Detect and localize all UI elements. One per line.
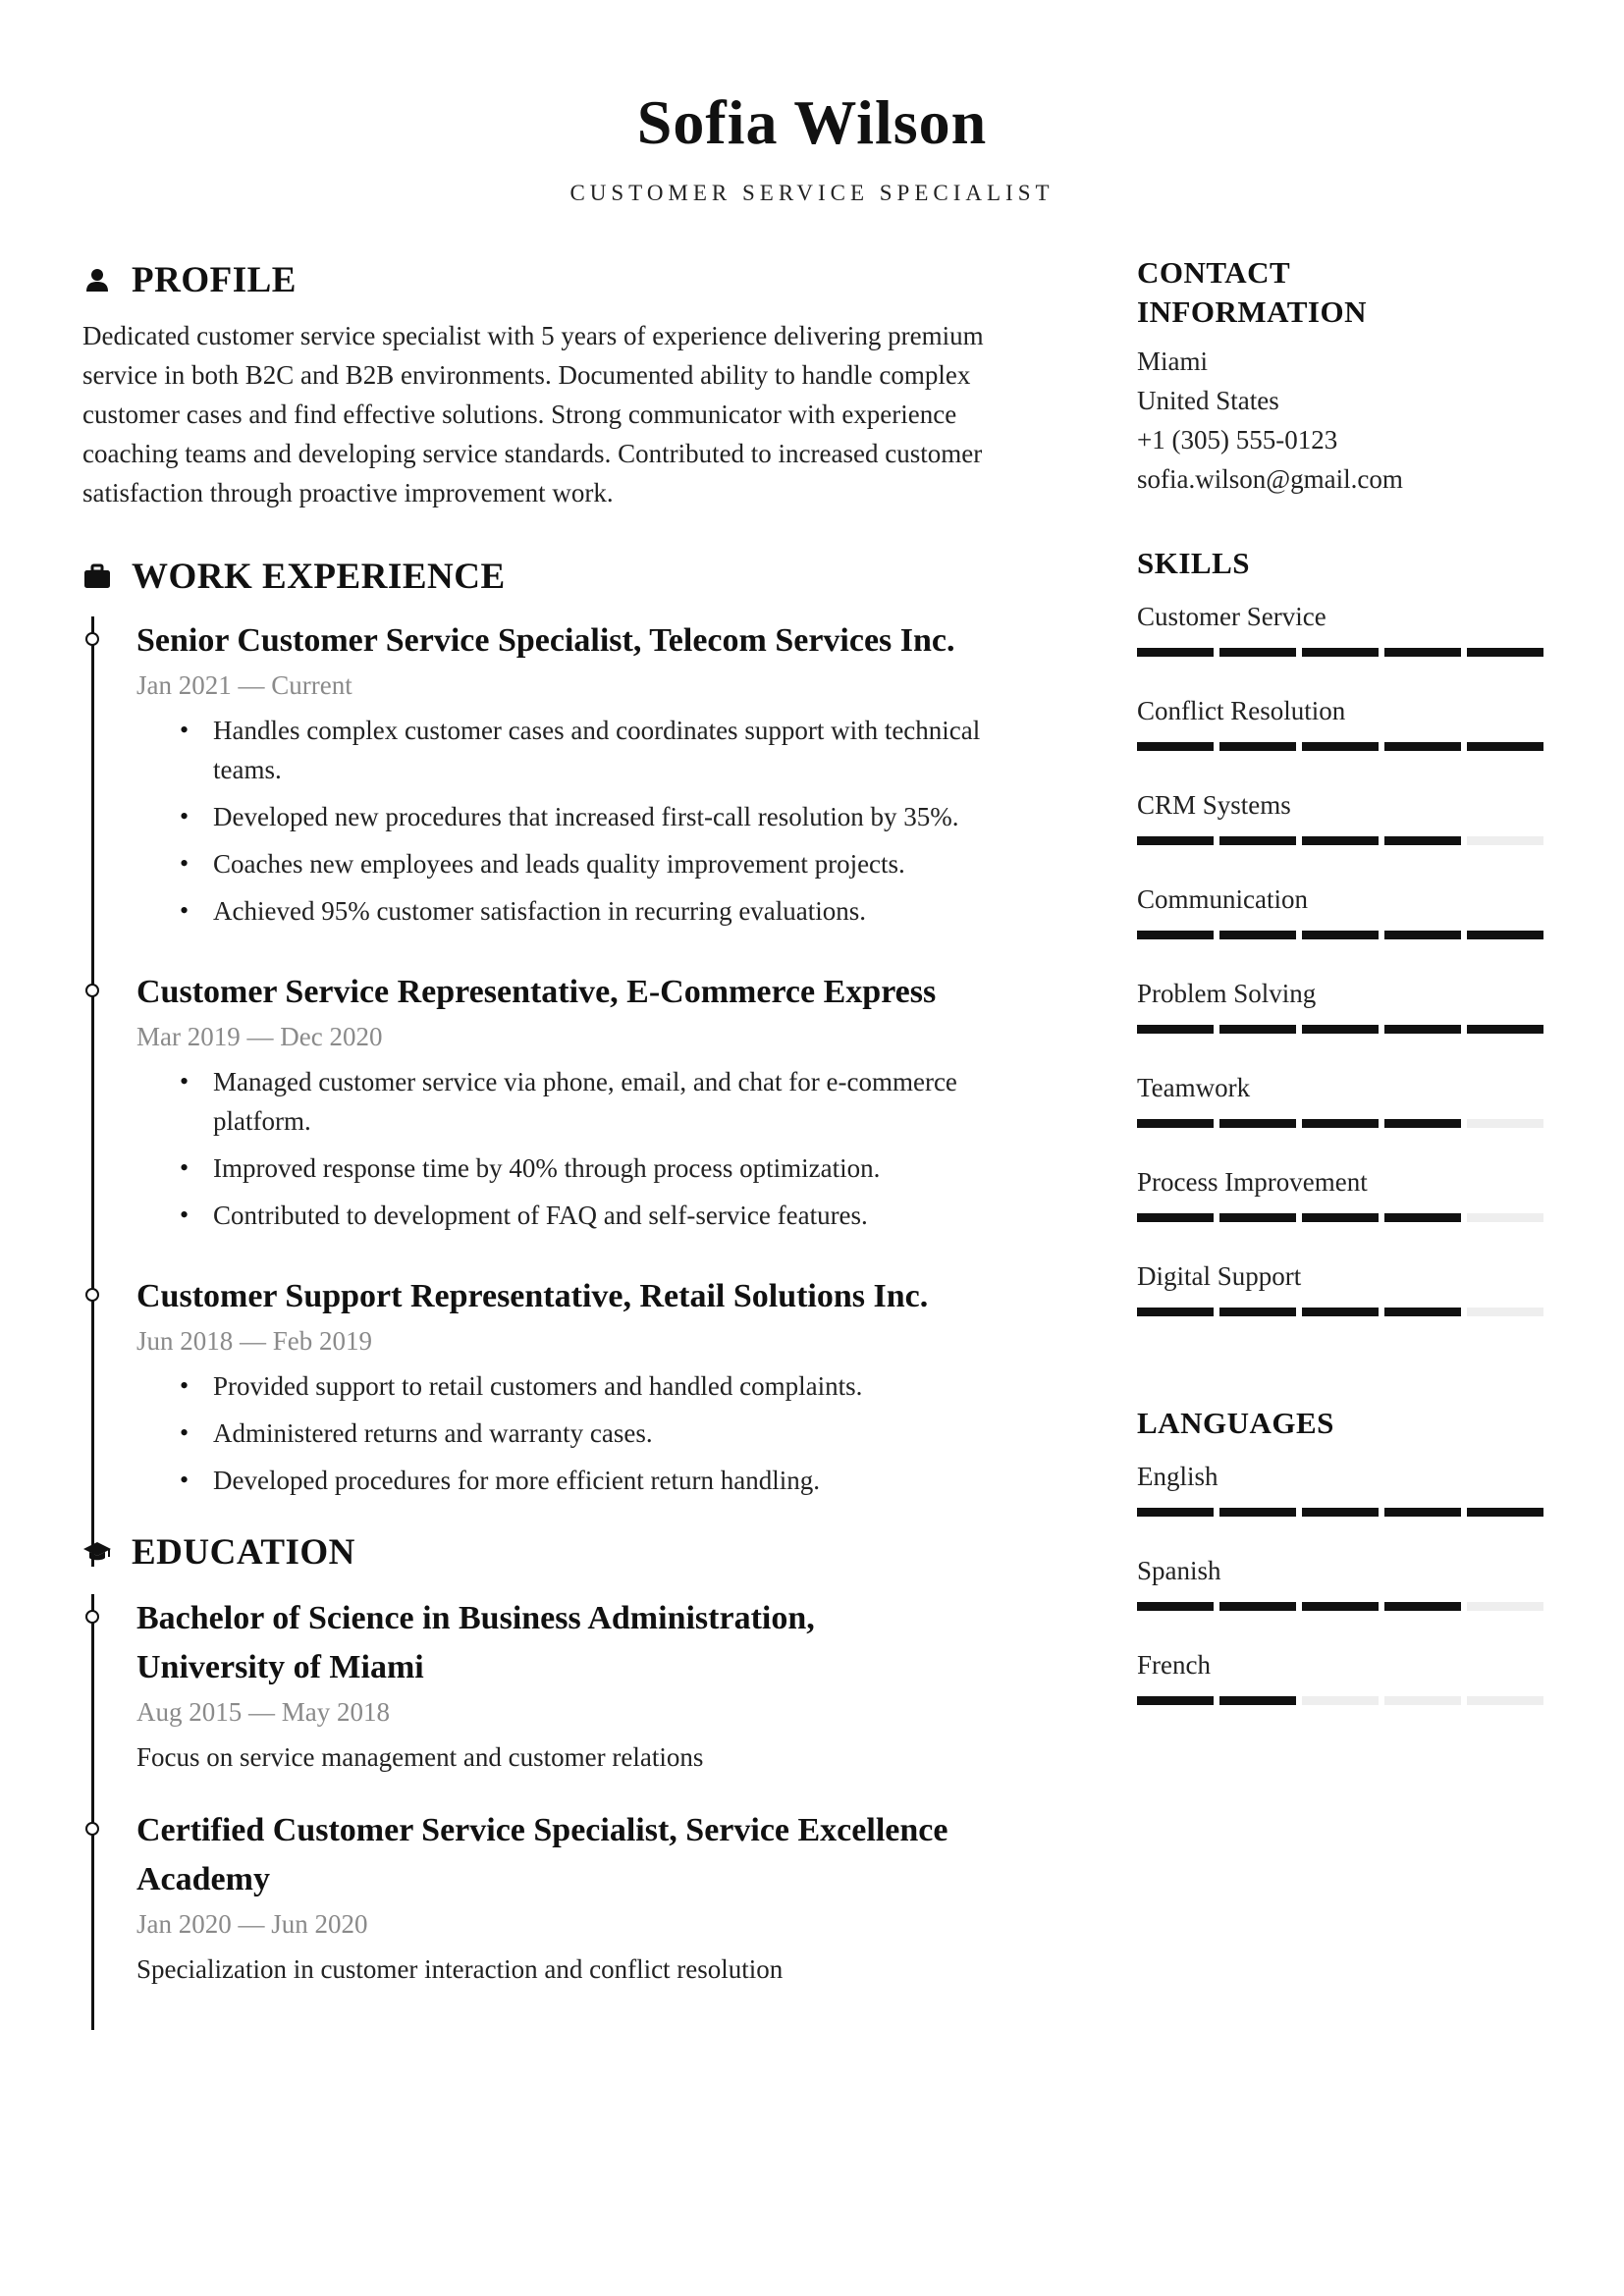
timeline-dot [85, 1822, 99, 1836]
timeline-dot [85, 1288, 99, 1302]
skill-rating-segment [1219, 1213, 1296, 1222]
degree-description: Specialization in customer interaction and conflict resolution [136, 1954, 784, 1984]
skill-rating-segment [1467, 742, 1543, 751]
education-entry [136, 1594, 1040, 1777]
skill-rating-segment [1219, 648, 1296, 657]
language-rating-segment [1302, 1508, 1379, 1517]
skills-list [1137, 597, 1549, 1351]
skill-item [1137, 691, 1549, 785]
skill-rating-bar [1137, 836, 1549, 845]
job-title: Senior Customer Service Specialist, Telecom Services Inc. [136, 622, 955, 659]
timeline-dot [85, 984, 99, 997]
degree-title-line1: Bachelor of Science in Business Administration, [136, 1600, 815, 1636]
job-bullets [136, 1366, 1040, 1500]
list-item: • Provided support to retail customers and handled complaints. [136, 1366, 1040, 1406]
education-timeline [82, 1594, 1040, 1989]
skill-item [1137, 974, 1549, 1068]
skill-rating-segment [1302, 1119, 1379, 1128]
job-date: Jan 2021 — Current [136, 670, 352, 700]
contact-city: Miami [1137, 347, 1208, 376]
job-date: Mar 2019 — Dec 2020 [136, 1022, 383, 1051]
skill-rating-segment [1384, 648, 1461, 657]
skills-heading: SKILLS [1137, 546, 1251, 580]
timeline-dot [85, 1610, 99, 1624]
skill-rating-segment [1384, 742, 1461, 751]
timeline-dot [85, 632, 99, 646]
job-title: Customer Service Representative, E-Commerce Express [136, 974, 937, 1010]
skill-rating-segment [1137, 1025, 1214, 1034]
skill-name: Conflict Resolution [1137, 696, 1346, 725]
profile-heading [82, 257, 1040, 302]
skill-rating-segment [1137, 742, 1214, 751]
language-name: French [1137, 1650, 1211, 1680]
skill-name: Teamwork [1137, 1073, 1251, 1102]
skill-rating-segment [1137, 931, 1214, 939]
language-rating-segment [1137, 1696, 1214, 1705]
timeline-line [91, 1594, 94, 2030]
skill-rating-segment [1384, 1308, 1461, 1316]
job-bullets [136, 1062, 1040, 1235]
profile-summary: Dedicated customer service specialist with 5 years of experience delivering premium service in both B2C and B2B environments. Documented ability to handle complex customer cases and find effective solutions. Strong communicator with experience coaching teams and developing service standards. Contributed to increased customer satisfaction through proactive improvement work. [82, 321, 984, 507]
language-rating-segment [1219, 1602, 1296, 1611]
skill-name: CRM Systems [1137, 790, 1291, 820]
skill-rating-bar [1137, 1213, 1549, 1222]
skill-rating-bar [1137, 1119, 1549, 1128]
skill-item [1137, 1068, 1549, 1162]
skill-rating-segment [1467, 648, 1543, 657]
skill-rating-segment [1137, 1308, 1214, 1316]
skill-rating-segment [1137, 648, 1214, 657]
skill-rating-bar [1137, 648, 1549, 657]
list-item: • Handles complex customer cases and coordinates support with technical teams. [136, 711, 1040, 789]
job-bullets [136, 711, 1040, 931]
skill-rating-bar [1137, 742, 1549, 751]
skill-rating-segment [1467, 931, 1543, 939]
work-entry [136, 616, 1040, 931]
language-rating-segment [1384, 1696, 1461, 1705]
contact-heading-line2: INFORMATION [1137, 294, 1367, 329]
job-title: Customer Support Representative, Retail Solutions Inc. [136, 1278, 929, 1314]
skill-rating-segment [1219, 742, 1296, 751]
candidate-title: CUSTOMER SERVICE SPECIALIST [569, 181, 1055, 205]
skill-rating-segment [1302, 836, 1379, 845]
list-item: • Developed new procedures that increased first-call resolution by 35%. [136, 797, 1040, 836]
language-rating-segment [1302, 1602, 1379, 1611]
education-entry [136, 1806, 1040, 1989]
skill-rating-segment [1384, 1025, 1461, 1034]
graduation-cap-icon [82, 1537, 112, 1567]
skill-name: Communication [1137, 884, 1308, 914]
skill-rating-segment [1384, 1119, 1461, 1128]
skill-rating-segment [1467, 1119, 1543, 1128]
contact-heading-line1: CONTACT [1137, 255, 1291, 290]
list-item: • Developed procedures for more efficient return handling. [136, 1461, 1040, 1500]
skill-rating-segment [1219, 836, 1296, 845]
skill-rating-segment [1302, 1025, 1379, 1034]
person-icon [82, 265, 112, 294]
language-rating-segment [1302, 1696, 1379, 1705]
language-item [1137, 1457, 1549, 1551]
skill-rating-segment [1137, 1213, 1214, 1222]
skill-rating-segment [1302, 742, 1379, 751]
skill-rating-segment [1302, 931, 1379, 939]
list-item: • Achieved 95% customer satisfaction in recurring evaluations. [136, 891, 1040, 931]
main-column [82, 257, 1040, 1989]
education-heading-label: EDUCATION [132, 1531, 355, 1573]
skill-item [1137, 880, 1549, 974]
language-rating-bar [1137, 1696, 1549, 1705]
skill-rating-segment [1219, 1119, 1296, 1128]
skill-rating-segment [1137, 1119, 1214, 1128]
list-item: • Improved response time by 40% through process optimization. [136, 1148, 1040, 1188]
skill-rating-segment [1467, 1213, 1543, 1222]
briefcase-icon [82, 561, 112, 591]
contact-details [1137, 342, 1549, 499]
job-date: Jun 2018 — Feb 2019 [136, 1326, 373, 1356]
work-entry [136, 968, 1040, 1235]
language-rating-bar [1137, 1508, 1549, 1517]
skill-item [1137, 785, 1549, 880]
skill-item [1137, 1162, 1549, 1256]
language-rating-segment [1219, 1508, 1296, 1517]
work-timeline [82, 616, 1040, 1500]
language-rating-segment [1137, 1602, 1214, 1611]
skill-item [1137, 1256, 1549, 1351]
languages-heading: LANGUAGES [1137, 1406, 1334, 1440]
skill-name: Digital Support [1137, 1261, 1302, 1291]
degree-title-line2: Academy [136, 1861, 270, 1897]
list-item: • Administered returns and warranty cases. [136, 1414, 1040, 1453]
language-rating-segment [1467, 1696, 1543, 1705]
skill-rating-segment [1302, 1308, 1379, 1316]
skill-rating-segment [1384, 836, 1461, 845]
skill-item [1137, 597, 1549, 691]
degree-date: Jan 2020 — Jun 2020 [136, 1909, 368, 1939]
work-heading [82, 554, 1040, 599]
contact-phone: +1 (305) 555-0123 [1137, 425, 1338, 454]
language-rating-segment [1467, 1508, 1543, 1517]
list-item: • Contributed to development of FAQ and self-service features. [136, 1196, 1040, 1235]
skill-rating-bar [1137, 931, 1549, 939]
timeline-line [91, 616, 94, 1567]
list-item: • Coaches new employees and leads quality improvement projects. [136, 844, 1040, 883]
language-rating-segment [1219, 1696, 1296, 1705]
degree-description: Focus on service management and customer relations [136, 1742, 704, 1772]
language-rating-segment [1384, 1508, 1461, 1517]
skill-rating-segment [1384, 1213, 1461, 1222]
degree-title-line1: Certified Customer Service Specialist, Service Excellence [136, 1812, 948, 1848]
skill-name: Process Improvement [1137, 1167, 1368, 1197]
skill-rating-segment [1219, 1025, 1296, 1034]
language-rating-segment [1467, 1602, 1543, 1611]
education-heading [82, 1529, 1040, 1575]
profile-heading-label: PROFILE [132, 259, 297, 300]
language-rating-segment [1137, 1508, 1214, 1517]
list-item: • Managed customer service via phone, email, and chat for e-commerce platform. [136, 1062, 1040, 1141]
languages-list [1137, 1457, 1549, 1739]
skill-name: Problem Solving [1137, 979, 1317, 1008]
skill-rating-segment [1467, 1025, 1543, 1034]
skill-rating-bar [1137, 1308, 1549, 1316]
contact-email: sofia.wilson@gmail.com [1137, 464, 1403, 494]
work-heading-label: WORK EXPERIENCE [132, 556, 506, 597]
skill-rating-bar [1137, 1025, 1549, 1034]
skill-rating-segment [1384, 931, 1461, 939]
sidebar-column [1137, 253, 1549, 1739]
language-name: English [1137, 1462, 1218, 1491]
degree-title-line2: University of Miami [136, 1649, 424, 1685]
skill-rating-segment [1302, 648, 1379, 657]
skill-rating-segment [1219, 1308, 1296, 1316]
candidate-name: Sofia Wilson [636, 87, 988, 157]
contact-country: United States [1137, 386, 1279, 415]
skill-rating-segment [1467, 1308, 1543, 1316]
work-entry [136, 1272, 1040, 1500]
skill-rating-segment [1219, 931, 1296, 939]
language-item [1137, 1551, 1549, 1645]
language-name: Spanish [1137, 1556, 1221, 1585]
skill-rating-segment [1467, 836, 1543, 845]
language-rating-bar [1137, 1602, 1549, 1611]
skill-rating-segment [1302, 1213, 1379, 1222]
language-item [1137, 1645, 1549, 1739]
skill-name: Customer Service [1137, 602, 1326, 631]
degree-date: Aug 2015 — May 2018 [136, 1697, 390, 1727]
language-rating-segment [1384, 1602, 1461, 1611]
skill-rating-segment [1137, 836, 1214, 845]
